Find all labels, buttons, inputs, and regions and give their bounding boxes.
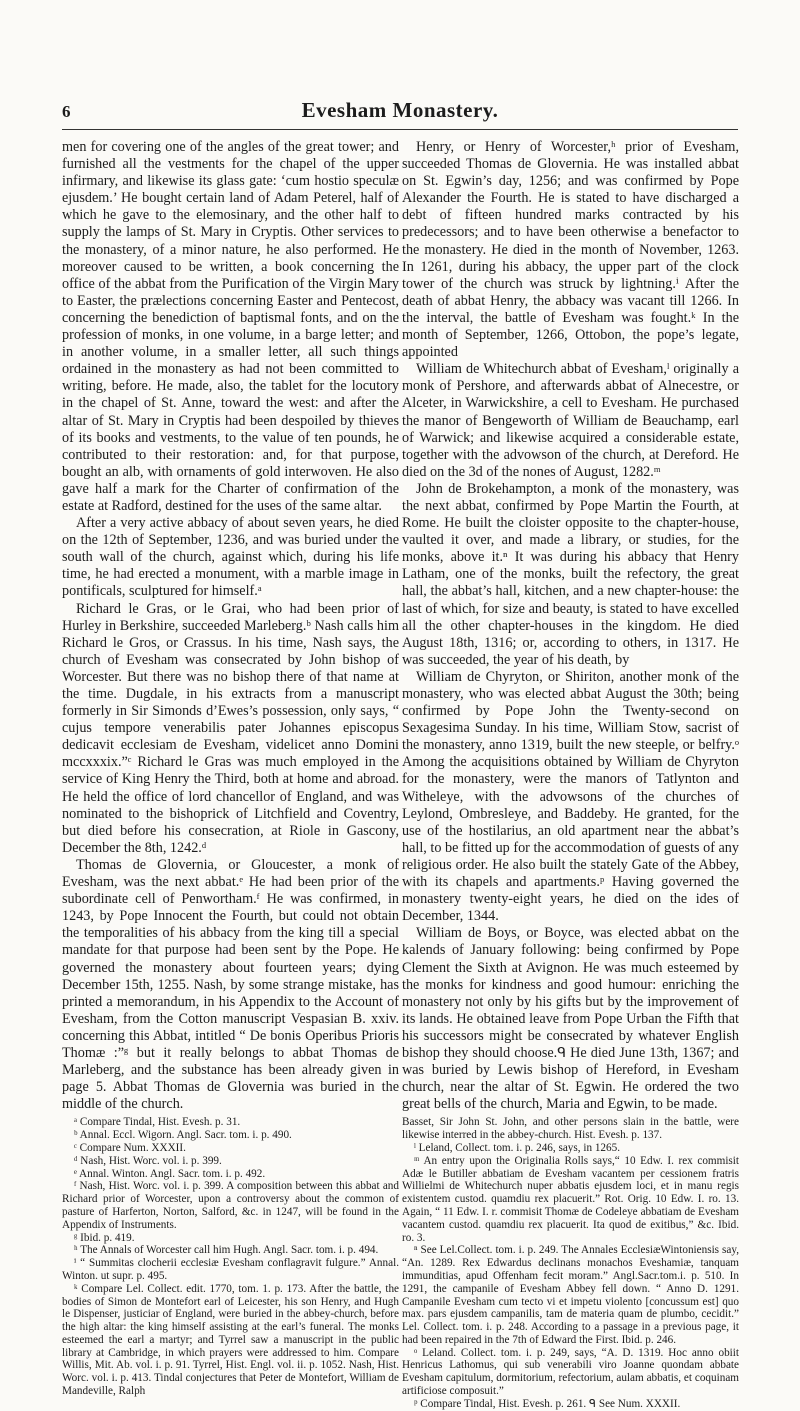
- footnote: ᵏ Compare Lel. Collect. edit. 1770, tom. 1. p. 173. After the battle, the bodies of Simon de Montefort earl of Leicester, his son Henry, and Hugh le Dispenser, justiciar of England, were buried in the abbey-church, before the high altar: the king himself assisting at the earl’s funeral. The monks esteemed the earl a martyr; and Tyrrel saw a manuscript in the public library at Cambridge, in which prayers were addressed to him. Compare Willis, Mit. Ab. vol. i. p. 91. Tyrrel, Hist. Engl. vol. ii. p. 1052. Nash, Hist. Worc. vol. i. p. 413. Tindal conjectures that Peter de Montefort, William de Mandeville, Ralph: [62, 1282, 399, 1398]
- footnote: ᵍ Ibid. p. 419.: [74, 1231, 135, 1244]
- footnote: ᵉ Annal. Winton. Angl. Sacr. tom. i. p. 492.: [74, 1167, 266, 1180]
- right-column: [402, 139, 739, 1411]
- footnote: ⁿ See Lel.Collect. tom. i. p. 249. The Annales EcclesiæWintoniensis say, “An. 1289. Rex Edwardus declinans monachos Eveshamiæ, tanquam immunditias, apud Offenham fecit moram.” Angl.Sacr.tom.i. p. 510. In 1291, the campanile of Evesham Abbey fell down. “ Anno D. 1291. Campanile Evesham cum tecto vi et impetu violento [concussum est] quo max. pars ejusdem campanilis, tam de materia quam de plumbo, cecidit.” Lel. Collect. tom. i. p. 248. According to a passage in a previous page, it had been repaired in the 7th of Edward the First. Ibid. p. 246.: [402, 1244, 739, 1346]
- footnote: ᵖ Compare Tindal, Hist. Evesh. p. 261. ᑫ See Num. XXXII.: [414, 1397, 681, 1410]
- footnotes: [62, 1116, 399, 1398]
- footnote: ᵐ An entry upon the Originalia Rolls says,“ 10 Edw. I. rex commisit Adæ le Butiller abbatiam de Evesham vacantem per cessionem fratris Willielmi de Whitechurch nuper abbatis ejusdem loci, et in manu regis existentem custod. quamdiu rex placuerit.” Rot. Orig. 10 Edw. I. ro. 13. Again, “ 11 Edw. I. r. commisit Thomæ de Codeleye abbatiam de Evesham vacantem custod. quamdiu rex placuerit. Ita quod de exitibus,” &c. Ibid. ro. 3.: [402, 1154, 739, 1244]
- footnote: ʰ The Annals of Worcester call him Hugh. Angl. Sacr. tom. i. p. 494.: [74, 1244, 379, 1257]
- footnote: ᶜ Compare Num. XXXII.: [74, 1141, 186, 1154]
- footnote: Basset, Sir John St. John, and other persons slain in the battle, were likewise interred in the abbey-church. Hist. Evesh. p. 137.: [402, 1116, 739, 1142]
- footnote: ᵇ Annal. Eccl. Wigorn. Angl. Sacr. tom. i. p. 490.: [74, 1129, 292, 1142]
- footnote: ᵈ Nash, Hist. Worc. vol. i. p. 399.: [74, 1154, 222, 1167]
- footnote: ˡ Leland, Collect. tom. i. p. 246, says, in 1265.: [414, 1141, 621, 1154]
- left-column: [62, 139, 399, 1398]
- paragraph: After a very active abbacy of about seven years, he died on the 12th of September, 1236, and was buried under the south wall of the church, against which, during his life time, he had erected a monument, with a marble image in pontificals, sculptured for himself.ᵃ: [62, 515, 399, 600]
- paragraph: men for covering one of the angles of the great tower; and furnished all the vestments for the chapel of the upper infirmary, and likewise its glass gate: ‘cum hostio speculæ ejusdem.’ He bought certain land of Adam Peterel, half of which he gave to the elemosinary, and the other half to supply the lamps of St. Mary in Cryptis. Other services to the monastery, of a minor nature, he also performed. He moreover caused to be written, a book concerning the office of the abbat from the Purification of the Virgin Mary to Easter, the prælections concerning Easter and Pentecost, concerning the benediction of baptismal fonts, and on the profession of monks, in one volume, in a barge letter; and in another volume, in a smaller letter, all such things ordained in the monastery as had not been committed to writing, before. He made, also, the tablet for the locutory in the chapel of St. Anne, toward the west: and after the altar of St. Mary in Cryptis had been despoiled by thieves of its books and vestments, to the value of ten pounds, he contributed to their restoration: and, for that purpose, bought an alb, with ornaments of gold interwoven. He also gave half a mark for the Charter of confirmation of the estate at Radford, destined for the uses of the same altar.: [62, 139, 399, 514]
- paragraph: Richard le Gras, or le Grai, who had been prior of Hurley in Berkshire, succeeded Marleberg.ᵇ Nash calls him Richard le Gros, or Crassus. In his time, Nash says, the church of Evesham was consecrated by John bishop of Worcester. But there was no bishop there of that name at the time. Dugdale, in his extracts from a manuscript formerly in Sir Simonds d’Ewes’s possession, only says, “ cujus tempore venerabilis pater Johannes episcopus dedicavit ecclesiam de Evesham, videlicet anno Domini mccxxxix.”ᶜ Richard le Gras was much employed in the service of King Henry the Third, both at home and abroad. He held the office of lord chancellor of England, and was nominated to the bishoprick of Litchfield and Coventry, but died before his consecration, at Riole in Gascony, December the 8th, 1242.ᵈ: [62, 600, 399, 856]
- running-title: Evesham Monastery.: [301, 98, 499, 122]
- paragraph: William de Chyryton, or Shiriton, another monk of the monastery, who was elected abbat August the 30th; being confirmed by Pope John the Twenty-second on Sexagesima Sunday. In his time, William Stow, sacrist of the monastery, anno 1319, built the new steeple, or belfry.ᵒ Among the acquisitions obtained by William de Chyryton for the monastery, were the manors of Tatlynton and Witheleye, with the advowsons of the churches of Leylond, Ombresleye, and Baddeby. He granted, for the use of the hostilarius, an old apartment near the abbat’s hall, to be fitted up for the accommodation of guests of any religious order. He also built the stately Gate of the Abbey, with its chapels and apartments.ᵖ Having governed the monastery twenty-eight years, he died on the ides of December, 1344.: [402, 668, 739, 925]
- paragraph: Thomas de Glovernia, or Gloucester, a monk of Evesham, was the next abbat.ᵉ He had been prior of the subordinate cell of Penwortham.ᶠ He was confirmed, in 1243, by Pope Innocent the Fourth, but could not obtain the temporalities of his abbacy from the king till a special mandate for that purpose had been sent by the Pope. He governed the monastery about fourteen years; dying December 15th, 1255. Nash, by some strange mistake, has printed a memorandum, in his Appendix to the Account of Evesham, from the Cotton manuscript Vespasian B. xxiv. concerning this Abbat, intitled “ De bonis Operibus Prioris Thomæ :”ᵍ but it really belongs to abbat Thomas de Marleberg, and the substance has been already given in page 5. Abbat Thomas de Glovernia was buried in the middle of the church.: [62, 856, 399, 1113]
- footnote: ᵒ Leland. Collect. tom. i. p. 249, says, “A. D. 1319. Hoc anno obiit Henricus Lathomus, qui sub venerabili viro Joanne quondam abbate Evesham capitulum, dormitorium, refectorium, aulam abbatis, et coquinam artificiose composuit.”: [402, 1346, 739, 1398]
- paragraph: Henry, or Henry of Worcester,ʰ prior of Evesham, succeeded Thomas de Glovernia. He was installed abbat on St. Egwin’s day, 1256; and was confirmed by Pope Alexander the Fourth. He is stated to have discharged a debt of fifteen hundred marks contracted by his predecessors; and to have been otherwise a benefactor to the monastery. He died in the month of November, 1263. In 1261, during his abbacy, the upper part of the clock tower of the church was struck by lightning.ⁱ After the death of abbat Henry, the abbacy was vacant till 1266. In the interval, the battle of Evesham was fought.ᵏ In the month of September, 1266, Ottobon, the pope’s legate, appointed: [402, 139, 739, 361]
- paragraph: John de Brokehampton, a monk of the monastery, was the next abbat, confirmed by Pope Martin the Fourth, at Rome. He built the cloister opposite to the chapter-house, vaulted it over, and made a library, or studies, for the monks, above it.ⁿ It was during his abbacy that Henry Latham, one of the monks, built the refectory, the great hall, the abbat’s hall, kitchen, and a new chapter-house: the last of which, for size and beauty, is stated to have excelled all the other chapter-houses in the kingdom. He died August 18th, 1316; or, according to others, in 1317. He was succeeded, the year of his death, by: [402, 480, 739, 668]
- paragraph: William de Boys, or Boyce, was elected abbat on the kalends of January following: being confirmed by Pope Clement the Sixth at Avignon. He was much esteemed by the monks for kindness and good humour: enriching the monastery not only by his gifts but by the improvement of its lands. He obtained leave from Pope Urban the Fifth that his successors might be consecrated by whatever English bishop they should choose.ᑫ He died June 13th, 1367; and was buried by Lewis bishop of Hereford, in Evesham church, near the altar of St. Egwin. He ordered the two great bells of the church, Maria and Egwin, to be made.: [402, 925, 739, 1113]
- footnote: ᶠ Nash, Hist. Worc. vol. i. p. 399. A composition between this abbat and Richard prior of Worcester, upon a controversy about the common of pasture of Harferton, Norton, Salford, &c. in 1247, will be found in the Appendix of Instruments.: [62, 1180, 399, 1231]
- footnotes: [402, 1116, 739, 1410]
- footnote: ᵃ Compare Tindal, Hist. Evesh. p. 31.: [74, 1116, 241, 1129]
- footnote: ⁱ “ Summitas clocherii ecclesiæ Evesham conflagravit fulgure.” Annal. Winton. ut supr. p. 495.: [62, 1257, 399, 1282]
- page-number: 6: [62, 102, 71, 121]
- page-header: [62, 96, 738, 126]
- header-rule: [62, 129, 738, 130]
- paragraph: William de Whitechurch abbat of Evesham,ˡ originally a monk of Pershore, and afterwards abbat of Alnecestre, or Alceter, in Warwickshire, a cell to Evesham. He purchased the manor of Bengeworth of William de Beauchamp, earl of Warwick; and likewise acquired a considerable estate, together with the advowson of the church, at Dereford. He died on the 3d of the nones of August, 1282.ᵐ: [402, 361, 739, 480]
